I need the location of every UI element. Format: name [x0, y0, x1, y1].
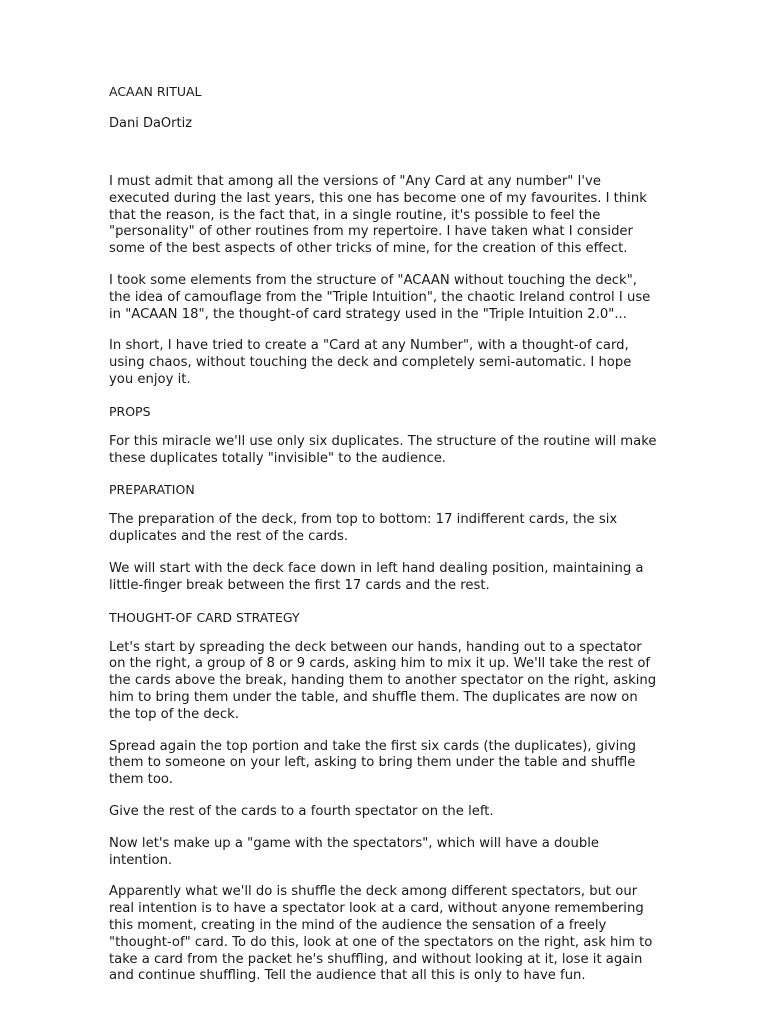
section-heading-props: PROPS — [109, 403, 151, 419]
document-page — [109, 84, 657, 1000]
paragraph-strategy-shuffle: Apparently what we'll do is shuffle the deck among different spectators, but our real intention is to have a spectator look at a card, without anyone remembering this moment, creating in the mind of the audience the sensation of a freely "thought-of" card. To do this, look at one of the spectators on the right, ask him to take a card from the packet he's shuffling, and without looking at it, lose it again and continue shuffling. Tell the audience that all this is only to have fun. — [109, 884, 653, 984]
paragraph-elements: I took some elements from the structure of "ACAAN without touching the deck", the idea of camouflage from the "Triple Intuition", the chaotic Ireland control I use in "ACAAN 18", the thought-of card strategy used in the "Triple Intuition 2.0"... — [109, 272, 651, 322]
paragraph-strategy-game: Now let's make up a "game with the spectators", which will have a double intention. — [109, 835, 599, 868]
document-author: Dani DaOrtiz — [109, 116, 193, 131]
section-heading-strategy: THOUGHT-OF CARD STRATEGY — [109, 609, 300, 625]
document-title: ACAAN RITUAL — [109, 84, 202, 99]
paragraph-props: For this miracle we'll use only six duplicates. The structure of the routine will make these duplicates totally "invisible" to the audience. — [109, 433, 657, 466]
paragraph-intro: I must admit that among all the versions of "Any Card at any number" I've executed during the last years, this one has become one of my favourites. I think that the reason, is the fact that, in a single routine, it's possible to feel the "personality" of other routines from my repertoire. I have taken what I consider some of the best aspects of other tricks of mine, for the creation of this effect. — [109, 174, 647, 257]
paragraph-strategy-duplicates: Spread again the top portion and take the first six cards (the duplicates), giving them to someone on your left, asking to bring them under the table and shuffle them too. — [109, 738, 636, 788]
paragraph-preparation-order: The preparation of the deck, from top to bottom: 17 indifferent cards, the six duplicates and the rest of the cards. — [109, 512, 618, 545]
section-heading-preparation: PREPARATION — [109, 482, 195, 498]
paragraph-preparation-break: We will start with the deck face down in left hand dealing position, maintaining a little-finger break between the first 17 cards and the rest. — [109, 560, 644, 593]
paragraph-strategy-fourth: Give the rest of the cards to a fourth spectator on the left. — [109, 803, 494, 819]
paragraph-summary: In short, I have tried to create a "Card at any Number", with a thought-of card, using chaos, without touching the deck and completely semi-automatic. I hope you enjoy it. — [109, 338, 632, 387]
paragraph-strategy-spread: Let's start by spreading the deck between our hands, handing out to a spectator on the right, a group of 8 or 9 cards, asking him to mix it up. We'll take the rest of the cards above the break, handing them to another spectator on the right, asking him to bring them under the table, and shuffle them. The duplicates are now on the top of the deck. — [109, 639, 657, 722]
